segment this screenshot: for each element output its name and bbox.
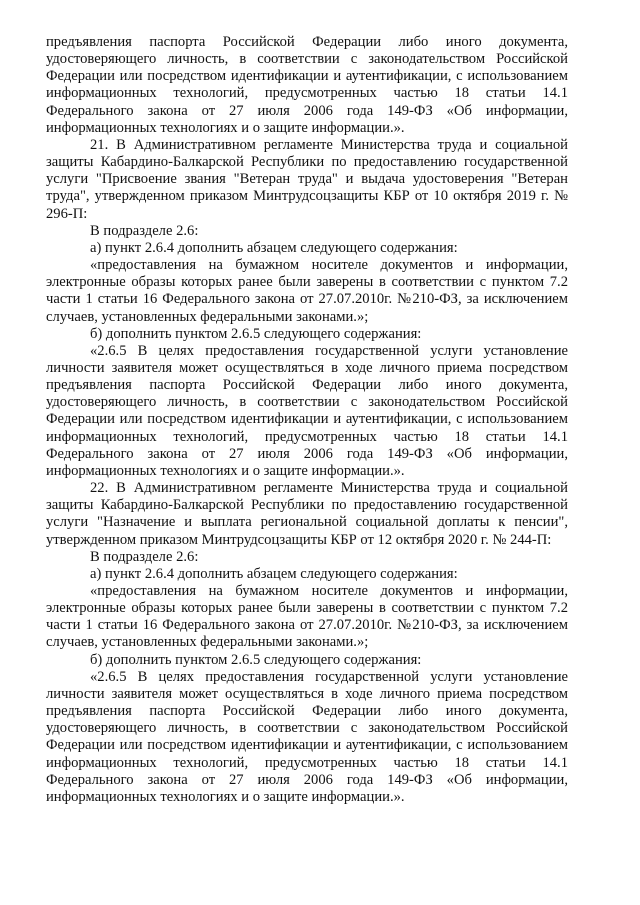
paragraph-point-b: б) дополнить пунктом 2.6.5 следующего содержания: — [90, 651, 422, 668]
paragraph-quote-paper-documents: «предоставления на бумажном носителе документов и информации, электронные образы которых ранее были заверены в соответствии с пунктом 7.2 части 1 статьи 16 Федерального закона от 27.07.2010г. №210-ФЗ, за исключением случаев, установленных федеральными законами.»; — [46, 257, 568, 325]
paragraph-quote-2-6-5: «2.6.5 В целях предоставления государственной услуги установление личности заявителя может осуществляться в ходе личного приема посредством предъявления паспорта Российской Федерации либо иного документа, удостоверяющего личность, в соответствии с законодательством Российской Федерации или посредством идентификации и аутентификации, с использованием информационных технологий, предусмотренных частью 18 статьи 14.1 Федерального закона от 27 июля 2006 года 149-ФЗ «Об информации, информационных технологиях и о защите информации.». — [46, 342, 568, 479]
paragraph-subsection-2-6: В подразделе 2.6: — [90, 548, 199, 565]
paragraph-quote-2-6-5: «2.6.5 В целях предоставления государственной услуги установление личности заявителя может осуществляться в ходе личного приема посредством предъявления паспорта Российской Федерации либо иного документа, удостоверяющего личность, в соответствии с законодательством Российской Федерации или посредством идентификации и аутентификации, с использованием информационных технологий, предусмотренных частью 18 статьи 14.1 Федерального закона от 27 июля 2006 года 149-ФЗ «Об информации, информационных технологиях и о защите информации.». — [46, 668, 568, 805]
paragraph-item-21: 21. В Административном регламенте Министерства труда и социальной защиты Кабардино-Балкарской Республики по предоставлению государственной услуги "Присвоение звания "Ветеран труда" и выдача удостоверения "Ветеран труда", утвержденном приказом Минтрудсоцзащиты КБР от 10 октября 2019 г. № 296-П: — [46, 136, 568, 222]
paragraph-item-22: 22. В Административном регламенте Министерства труда и социальной защиты Кабардино-Балкарской Республики по предоставлению государственной услуги "Назначение и выплата региональной социальной доплаты к пенсии", утвержденном приказом Минтрудсоцзащиты КБР от 12 октября 2020 г. № 244-П: — [46, 480, 568, 548]
paragraph-continuation: предъявления паспорта Российской Федерации либо иного документа, удостоверяющего личность, в соответствии с законодательством Российской Федерации или посредством идентификации и аутентификации, с использованием информационных технологий, предусмотренных частью 18 статьи 14.1 Федерального закона от 27 июля 2006 года 149-ФЗ «Об информации, информационных технологиях и о защите информации.». — [46, 34, 568, 136]
paragraph-quote-paper-documents: «предоставления на бумажном носителе документов и информации, электронные образы которых ранее были заверены в соответствии с пунктом 7.2 части 1 статьи 16 Федерального закона от 27.07.2010г. №210-ФЗ, за исключением случаев, установленных федеральными законами.»; — [46, 583, 568, 651]
document-body — [46, 34, 568, 806]
paragraph-subsection-2-6: В подразделе 2.6: — [90, 222, 199, 239]
paragraph-point-a: а) пункт 2.6.4 дополнить абзацем следующего содержания: — [90, 565, 458, 582]
paragraph-point-b: б) дополнить пунктом 2.6.5 следующего содержания: — [90, 325, 422, 342]
paragraph-point-a: а) пункт 2.6.4 дополнить абзацем следующего содержания: — [90, 239, 458, 256]
